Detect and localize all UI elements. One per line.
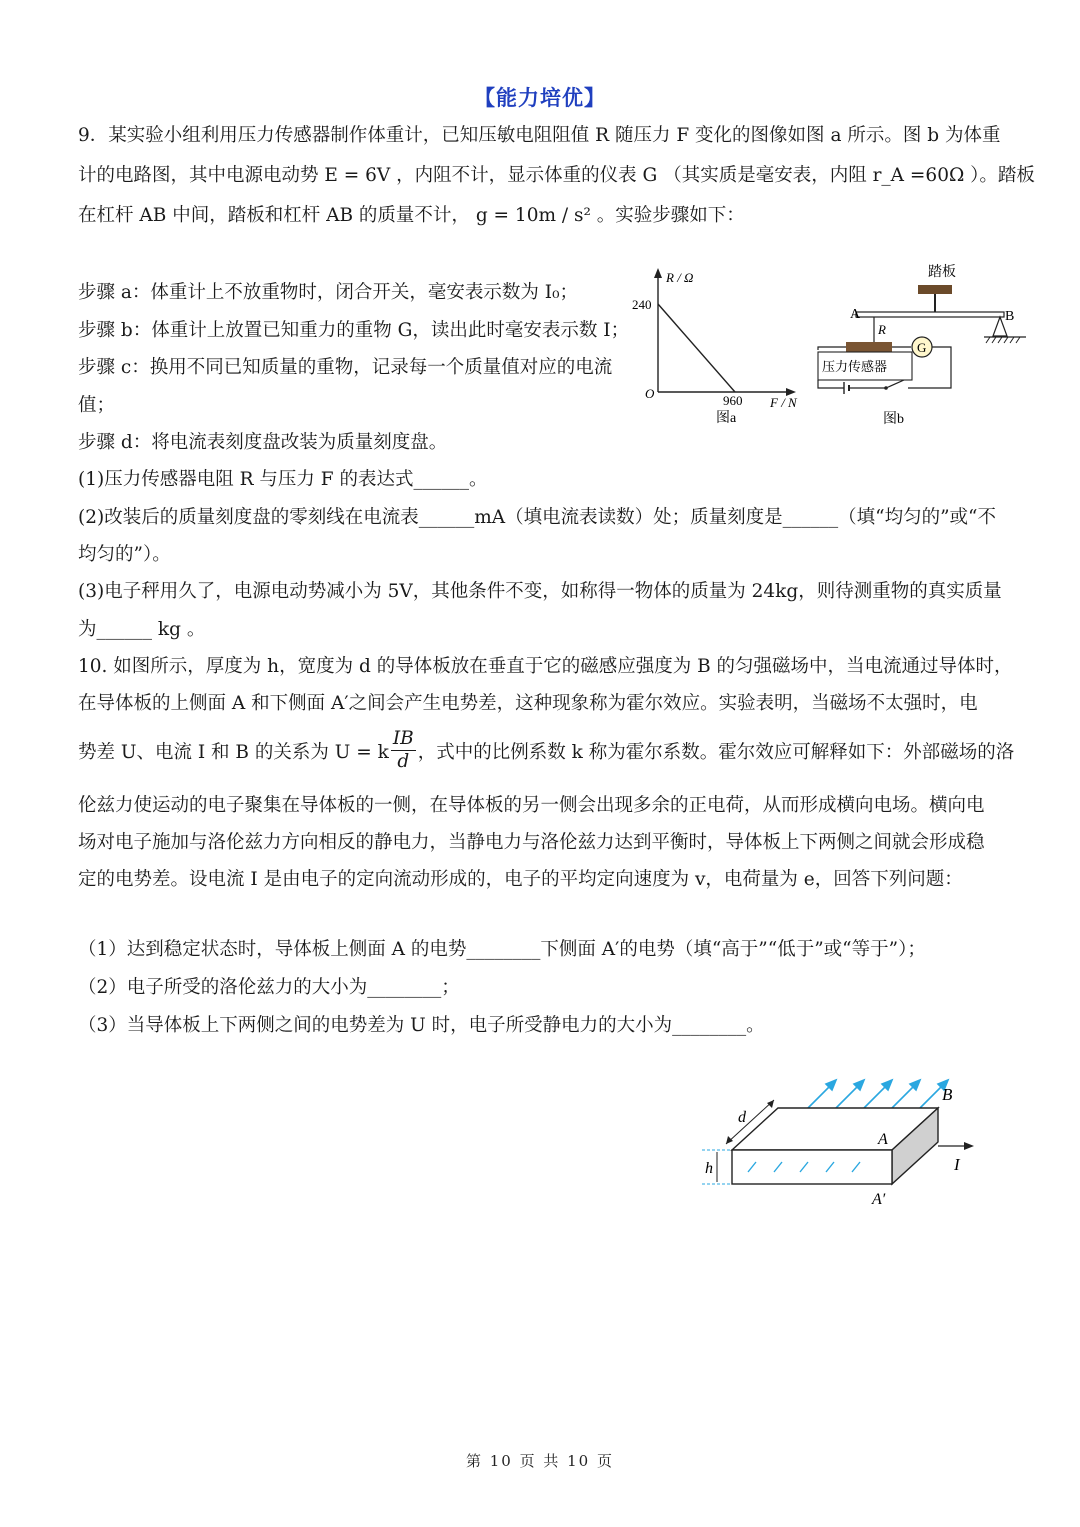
figure-b-caption: 图b [883, 412, 904, 427]
pedal [918, 285, 952, 294]
q9-step-d: 步骤 d：将电流表刻度盘改装为质量刻度盘。 [78, 432, 448, 453]
pedal-label: 踏板 [928, 265, 956, 280]
i-label: I [954, 1155, 960, 1174]
q10-line-6: 定的电势差。设电流 I 是由电子的定向流动形成的，电子的平均定向速度为 v，电荷量为 e，回答下列问题： [78, 869, 963, 890]
q9-step-b: 步骤 b：体重计上放置已知重力的重物 G，读出此时毫安表示数 I； [78, 320, 630, 341]
hall-effect-figure [690, 1070, 1000, 1220]
point-b-label: B [1005, 309, 1015, 324]
y-axis-label: R / Ω [666, 270, 694, 285]
d-label: d [738, 1109, 746, 1126]
magnetic-field-arrows [808, 1080, 948, 1108]
fraction-denominator: d [397, 751, 410, 772]
origin-label: O [645, 386, 655, 401]
b-label: B [942, 1085, 953, 1104]
q9-line-1: 9．某实验小组利用压力传感器制作体重计，已知压敏电阻阻值 R 随压力 F 变化的图像如图 a 所示。图 b 为体重 [78, 125, 1001, 146]
q10-line-4: 伦兹力使运动的电子聚集在导体板的一侧，在导体板的另一侧会出现多余的正电荷，从而形成横向电场。横向电 [78, 795, 985, 816]
x-tick-960: 960 [723, 393, 743, 408]
q10-line-5: 场对电子施加与洛伦兹力方向相反的静电力，当静电力与洛伦兹力达到平衡时，导体板上下两侧之间就会形成稳 [78, 832, 985, 853]
galvanometer-label: G [917, 340, 927, 355]
switch [886, 380, 904, 388]
q10-line-3 [78, 728, 1014, 778]
sensor-label: 压力传感器 [822, 359, 888, 374]
q10-sub-1: （1）达到稳定状态时，导体板上侧面 A 的电势________下侧面 A′的电势（填“高于”“低于”或“等于”）； [78, 939, 926, 960]
q10-sub-3: （3）当导体板上下两侧之间的电势差为 U 时，电子所受静电力的大小为________。 [78, 1015, 765, 1036]
section-heading: 【能力培优】 [474, 86, 606, 110]
fraction-numerator: IB [392, 728, 414, 749]
resistor-label: R [878, 322, 886, 337]
h-label: h [705, 1160, 713, 1177]
q9-step-a: 步骤 a：体重计上不放重物时，闭合开关，毫安表示数为 I₀； [78, 282, 579, 303]
ground-hatch [986, 337, 1020, 343]
formula-fraction [391, 728, 416, 773]
x-axis-label: F / N [770, 395, 797, 410]
q10-line-1: 10. 如图所示，厚度为 h，宽度为 d 的导体板放在垂直于它的磁感应强度为 B 的匀强磁场中，当电流通过导体时， [78, 656, 1013, 677]
q9-part-3-cont: 为______ kg 。 [78, 619, 206, 640]
q9-part-1: (1)压力传感器电阻 R 与压力 F 的表达式______。 [78, 469, 488, 490]
q9-line-2: 计的电路图，其中电源电动势 E = 6V ，内阻不计，显示体重的仪表 G （其实质是毫安表，内阻 r_A =60Ω ）。踏板 [78, 165, 1035, 186]
wire-left-top [818, 347, 846, 350]
a-prime-label: A′ [872, 1191, 886, 1208]
a-label: A [878, 1131, 888, 1148]
formula-lead-text: 势差 U、电流 I 和 B 的关系为 U = k [78, 742, 389, 763]
y-tick-240: 240 [632, 297, 652, 312]
plate-front-face [732, 1150, 892, 1184]
wire-bottom-left [818, 380, 844, 388]
q9-part-3: (3)电子秤用久了，电源电动势减小为 5V，其他条件不变，如称得一物体的质量为 24kg，则待测重物的真实质量 [78, 581, 1002, 602]
pressure-sensor-block [846, 342, 892, 352]
q10-sub-2: （2）电子所受的洛伦兹力的大小为________； [78, 977, 460, 998]
lever-ab [856, 312, 1004, 317]
q9-line-3: 在杠杆 AB 中间，踏板和杠杆 AB 的质量不计， g = 10m / s² 。实验步骤如下： [78, 205, 745, 226]
q9-step-c-cont: 值； [78, 395, 116, 416]
q9-part-2-cont: 均匀的”）。 [78, 544, 171, 565]
d-arrow-end [767, 1100, 774, 1108]
page-footer: 第 10 页 共 10 页 [465, 1452, 614, 1470]
q9-part-2: (2)改装后的质量刻度盘的零刻线在电流表______mA（填电流表读数）处；质量刻度是______（填“均匀的”或“不 [78, 507, 996, 528]
point-a-label: A [850, 307, 861, 322]
q10-line-2: 在导体板的上侧面 A 和下侧面 A′之间会产生电势差，这种现象称为霍尔效应。实验表明，当磁场不太强时，电 [78, 693, 978, 714]
figure-a-graph [628, 262, 808, 432]
q9-step-c: 步骤 c：换用不同已知质量的重物，记录每一个质量值对应的电流 [78, 357, 613, 378]
formula-trailing-text: ，式中的比例系数 k 称为霍尔系数。霍尔效应可解释如下：外部磁场的洛 [417, 742, 1015, 763]
y-axis-arrow [654, 268, 662, 278]
figure-a-caption: 图a [716, 411, 737, 426]
d-arrow-start [726, 1136, 733, 1144]
figure-b-circuit [808, 258, 1038, 433]
current-arrow-head [964, 1142, 974, 1150]
r-f-line [658, 304, 735, 392]
